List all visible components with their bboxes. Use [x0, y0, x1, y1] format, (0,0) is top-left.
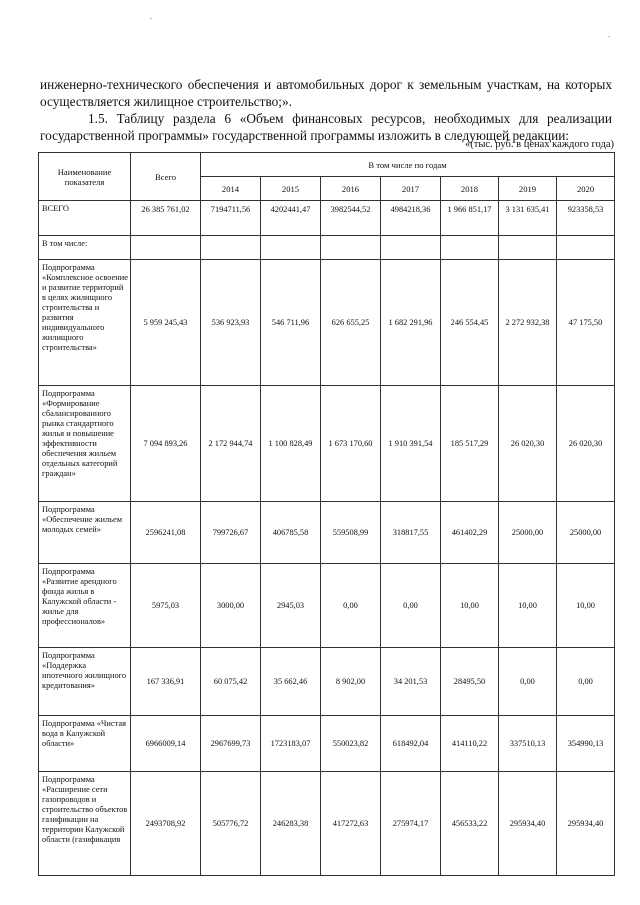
- row-year-value: [441, 236, 499, 260]
- row-total-value: 7 094 893,26: [131, 386, 201, 502]
- row-year-value: 550023,82: [321, 716, 381, 772]
- table-row: [39, 648, 615, 716]
- row-year-value: 2945,03: [261, 564, 321, 648]
- row-year-value: 0,00: [381, 564, 441, 648]
- row-year-value: 7194711,56: [201, 201, 261, 236]
- row-year-value: 626 655,25: [321, 260, 381, 386]
- row-name: Подпрограмма «Формирование сбалансированного рынка стандартного жилья и повышение эффективности обеспечения жильем отдельных категорий граждан»: [39, 386, 131, 502]
- row-year-value: 0,00: [499, 648, 557, 716]
- row-year-value: 8 902,00: [321, 648, 381, 716]
- row-year-value: 799726,67: [201, 502, 261, 564]
- row-year-value: 414110,22: [441, 716, 499, 772]
- row-year-value: 1 673 170,60: [321, 386, 381, 502]
- row-year-value: 406785,58: [261, 502, 321, 564]
- header-year: 2014: [201, 177, 261, 201]
- row-year-value: 47 175,50: [557, 260, 615, 386]
- row-name: ВСЕГО: [39, 201, 131, 236]
- table-row: [39, 236, 615, 260]
- row-year-value: 2 272 932,38: [499, 260, 557, 386]
- row-year-value: 25000,00: [499, 502, 557, 564]
- row-year-value: 536 923,93: [201, 260, 261, 386]
- row-year-value: 3000,00: [201, 564, 261, 648]
- row-year-value: 295934,40: [499, 772, 557, 876]
- row-year-value: [321, 236, 381, 260]
- row-year-value: 461402,29: [441, 502, 499, 564]
- row-total-value: 2493708,92: [131, 772, 201, 876]
- row-name: Подпрограмма «Чистая вода в Калужской области»: [39, 716, 131, 772]
- row-total-value: 5975,03: [131, 564, 201, 648]
- header-year: 2015: [261, 177, 321, 201]
- financing-table: [38, 152, 615, 876]
- row-year-value: 34 201,53: [381, 648, 441, 716]
- row-year-value: [381, 236, 441, 260]
- row-year-value: 1 910 391,54: [381, 386, 441, 502]
- row-year-value: [261, 236, 321, 260]
- row-total-value: 6966009,14: [131, 716, 201, 772]
- row-year-value: 60 075,42: [201, 648, 261, 716]
- row-year-value: 0,00: [557, 648, 615, 716]
- table-row: [39, 201, 615, 236]
- row-year-value: 28495,50: [441, 648, 499, 716]
- table-row: [39, 564, 615, 648]
- row-name: Подпрограмма «Поддержка ипотечного жилищного кредитования»: [39, 648, 131, 716]
- row-year-value: [499, 236, 557, 260]
- header-year: 2019: [499, 177, 557, 201]
- intro-paragraph: инженерно-технического обеспечения и автомобильных дорог к земельным участкам, на которых осуществляется жилищное строительство;».: [40, 77, 612, 110]
- row-total-value: 26 385 761,02: [131, 201, 201, 236]
- row-year-value: 1723183,07: [261, 716, 321, 772]
- row-year-value: 246 554,45: [441, 260, 499, 386]
- scan-speck: [608, 36, 610, 37]
- table-row: [39, 386, 615, 502]
- table-row: [39, 260, 615, 386]
- row-year-value: 10,00: [557, 564, 615, 648]
- row-year-value: 923358,53: [557, 201, 615, 236]
- row-year-value: 1 100 828,49: [261, 386, 321, 502]
- row-total-value: 2596241,08: [131, 502, 201, 564]
- scan-speck: [150, 18, 152, 19]
- units-note: «(тыс. руб. в ценах каждого года): [465, 139, 614, 150]
- row-year-value: 26 020,30: [499, 386, 557, 502]
- row-total-value: 5 959 245,43: [131, 260, 201, 386]
- table-body: [39, 201, 615, 876]
- row-year-value: 10,00: [499, 564, 557, 648]
- table-row: [39, 502, 615, 564]
- header-name: Наименование показателя: [39, 153, 131, 201]
- row-year-value: 1 966 851,17: [441, 201, 499, 236]
- row-year-value: 246283,38: [261, 772, 321, 876]
- row-year-value: 295934,40: [557, 772, 615, 876]
- header-total: Всего: [131, 153, 201, 201]
- row-year-value: [557, 236, 615, 260]
- row-total-value: 167 336,91: [131, 648, 201, 716]
- row-year-value: 417272,63: [321, 772, 381, 876]
- row-name: Подпрограмма «Развитие арендного фонда жилья в Калужской области - жилье для профессионалов»: [39, 564, 131, 648]
- row-year-value: 354990,13: [557, 716, 615, 772]
- header-year: 2020: [557, 177, 615, 201]
- row-year-value: 275974,17: [381, 772, 441, 876]
- row-year-value: 3982544,52: [321, 201, 381, 236]
- row-year-value: 559508,99: [321, 502, 381, 564]
- row-year-value: [201, 236, 261, 260]
- row-year-value: 35 662,46: [261, 648, 321, 716]
- row-year-value: 25000,00: [557, 502, 615, 564]
- row-name: Подпрограмма «Расширение сети газопроводов и строительство объектов газификации на территории Калужской области (газификация: [39, 772, 131, 876]
- row-year-value: 1 682 291,96: [381, 260, 441, 386]
- row-year-value: 4984218,36: [381, 201, 441, 236]
- table-row: [39, 772, 615, 876]
- row-year-value: 618492,04: [381, 716, 441, 772]
- row-year-value: 505776,72: [201, 772, 261, 876]
- row-year-value: 0,00: [321, 564, 381, 648]
- header-year: 2017: [381, 177, 441, 201]
- row-year-value: 337510,13: [499, 716, 557, 772]
- row-name: Подпрограмма «Комплексное освоение и развитие территорий в целях жилищного строительства и развития индивидуального жилищного строительства»: [39, 260, 131, 386]
- row-name: В том числе:: [39, 236, 131, 260]
- header-year: 2016: [321, 177, 381, 201]
- row-year-value: 2 172 944,74: [201, 386, 261, 502]
- section-paragraph: 1.5. Таблицу раздела 6 «Объем финансовых ресурсов, необходимых для реализации государственной программы» государственной программы изложить в следующей редакции:: [40, 111, 612, 144]
- row-name: Подпрограмма «Обеспечение жильем молодых семей»: [39, 502, 131, 564]
- header-years-group: В том числе по годам: [201, 153, 615, 177]
- row-year-value: 10,00: [441, 564, 499, 648]
- row-year-value: 3 131 635,41: [499, 201, 557, 236]
- row-year-value: 26 020,30: [557, 386, 615, 502]
- row-year-value: 546 711,96: [261, 260, 321, 386]
- row-year-value: 2967699,73: [201, 716, 261, 772]
- row-year-value: 4202441,47: [261, 201, 321, 236]
- table-row: [39, 716, 615, 772]
- row-year-value: 318817,55: [381, 502, 441, 564]
- row-year-value: 456533,22: [441, 772, 499, 876]
- header-year: 2018: [441, 177, 499, 201]
- row-year-value: 185 517,29: [441, 386, 499, 502]
- row-total-value: [131, 236, 201, 260]
